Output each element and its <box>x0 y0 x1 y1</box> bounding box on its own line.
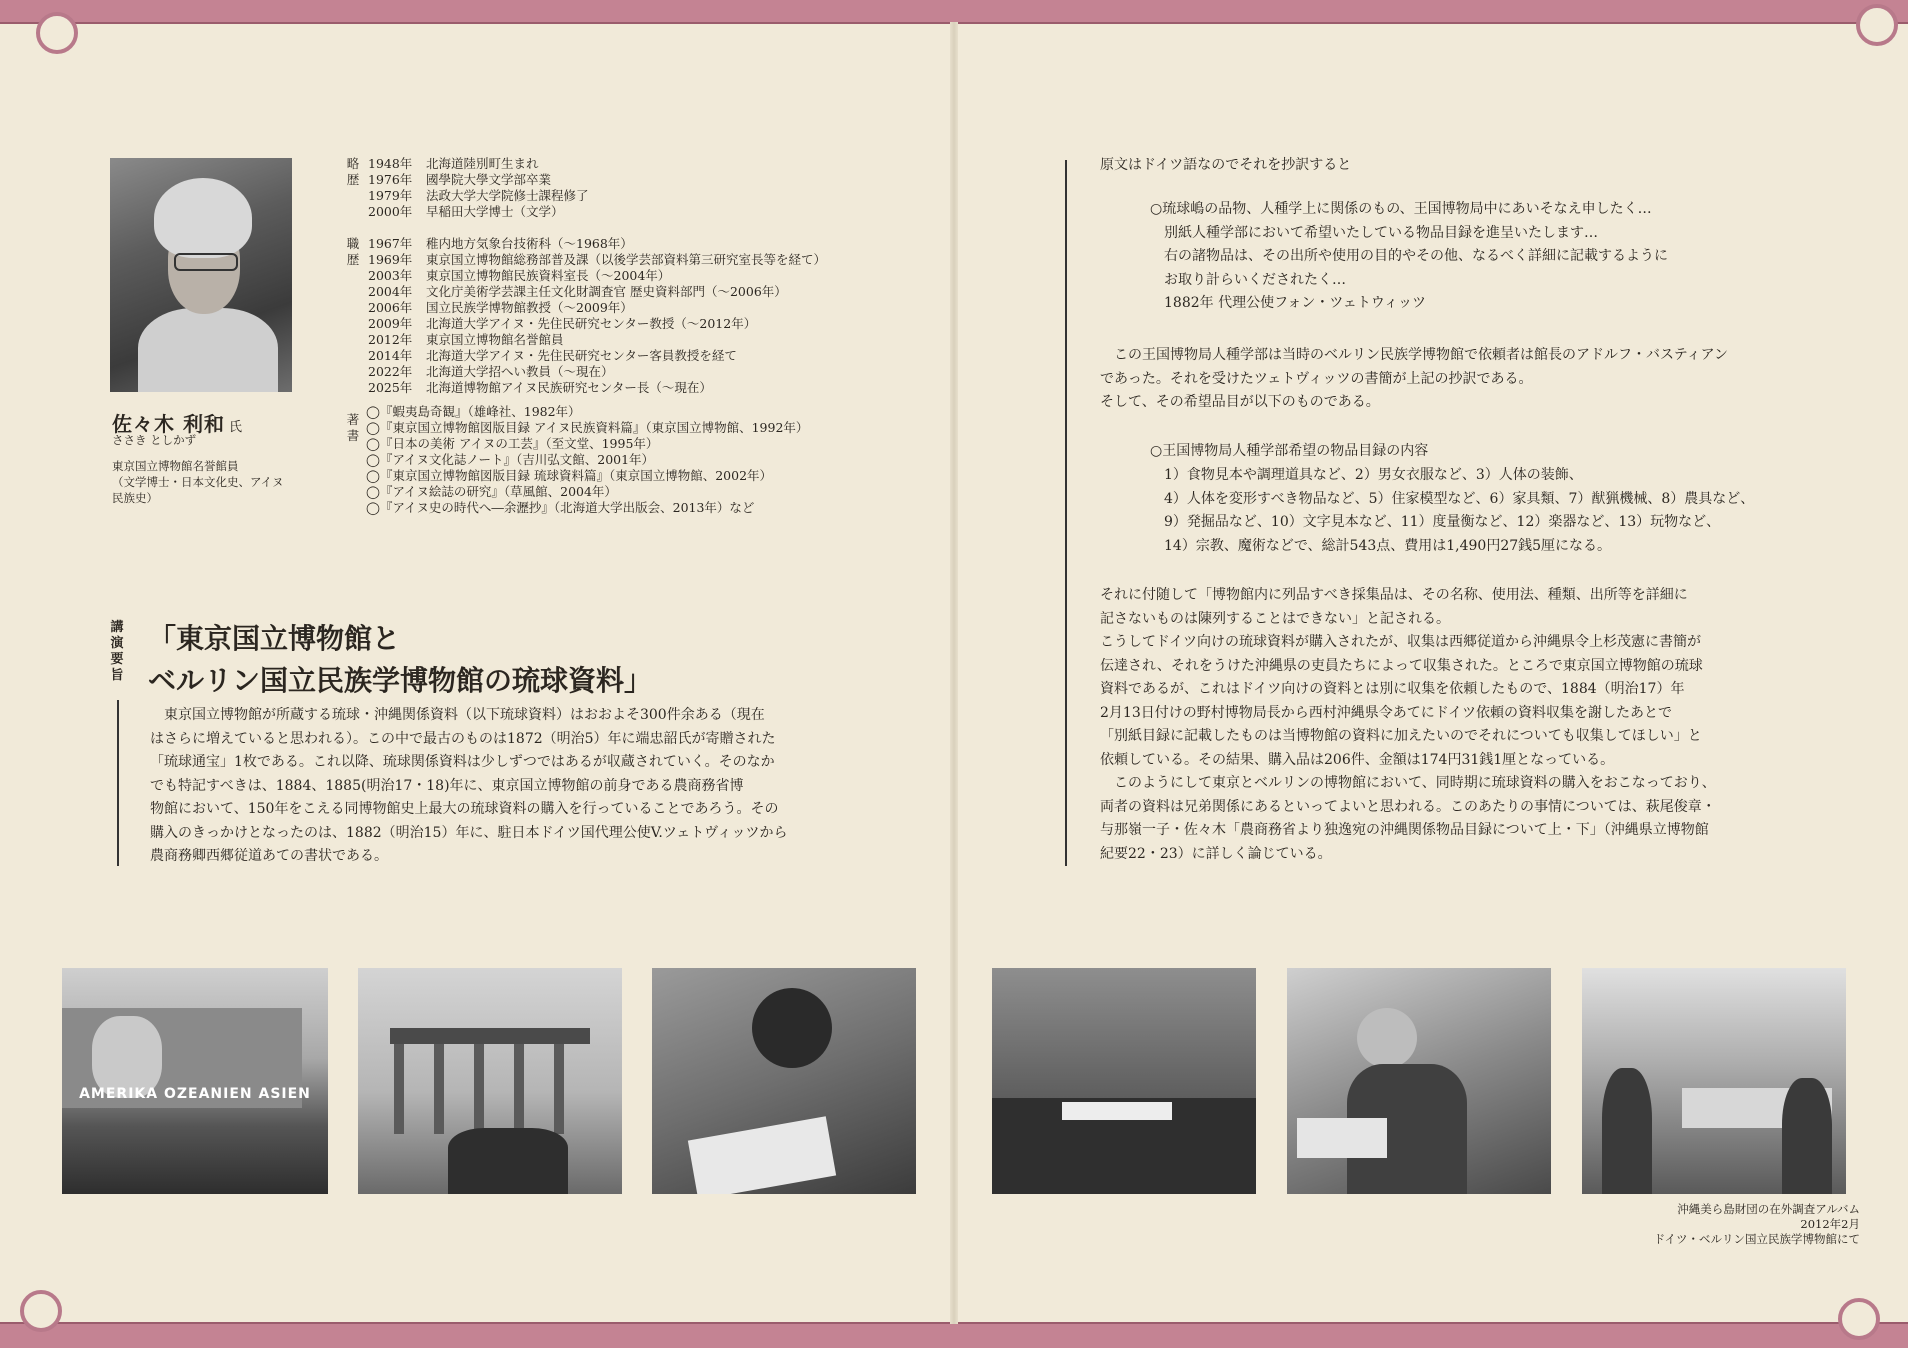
letter-line: お取り計らいくだされたく… <box>1150 271 1346 288</box>
letter-line: 別紙人種学部において希望いたしている物品目録を進呈いたします… <box>1150 224 1598 241</box>
photo-caption <box>1560 1202 1860 1247</box>
bottom-right-scroll-ornament <box>1838 1298 1880 1340</box>
cv-year: 1969年 <box>368 252 413 267</box>
cv-row <box>368 268 826 284</box>
lecture-line: 農商務卿西郷従道あての書状である。 <box>150 848 388 864</box>
book-entry: ◯『アイヌ史の時代へ―余瀝抄』（北海道大学出版会、2013年）など <box>366 500 755 515</box>
item-list <box>1150 464 1754 558</box>
list-line: 1）食物見本や調理道具など、2）男女衣服など、3）人体の装飾、 <box>1150 467 1583 483</box>
list-line: 14）宗教、魔術などで、総計543点、費用は1,490円27銭5厘になる。 <box>1150 537 1612 554</box>
caption-line: ドイツ・ベルリン国立民族学博物館にて <box>1653 1232 1860 1246</box>
bottom-left-scroll-ornament <box>20 1290 62 1332</box>
right-paragraph-1 <box>1100 344 1728 415</box>
cv-row <box>368 380 826 396</box>
paragraph-line: 記さないものは陳列することはできない」と記される。 <box>1100 610 1450 627</box>
cv-entry: 北海道大学アイヌ・先住民研究センター教授（～2012年） <box>426 316 757 331</box>
list-line: 9）発掘品など、10）文字見本など、11）度量衡など、12）楽器など、13）玩物など、 <box>1150 514 1721 530</box>
cv-year: 2006年 <box>368 300 413 315</box>
cv-entry: 北海道大学招へい教員（～現在） <box>426 364 614 379</box>
cv-row <box>368 188 589 204</box>
caption-line: 2012年2月 <box>1800 1217 1860 1231</box>
lecture-side-rule <box>117 700 119 866</box>
cv-year: 2022年 <box>368 364 413 379</box>
speaker-kana: ささき としかず <box>112 433 197 447</box>
cv-row <box>368 172 589 188</box>
bottom-border-band <box>0 1324 1908 1348</box>
photo-group-at-table <box>1582 968 1846 1194</box>
cv-year: 1979年 <box>368 188 413 203</box>
book-entry: ◯『蝦夷島奇観』（雄峰社、1982年） <box>366 404 581 419</box>
lecture-line: 東京国立博物館が所蔵する琉球・沖縄関係資料（以下琉球資料）はおおよそ300件余ある（現在 <box>150 707 765 723</box>
museum-banner-text: AMERIKA OZEANIEN ASIEN <box>79 1086 311 1102</box>
paragraph-line: 資料であるが、これはドイツ向けの資料とは別に収集を依頼したもので、1884（明治17）年 <box>1100 681 1685 697</box>
cv-year: 2003年 <box>368 268 413 283</box>
right-intro: 原文はドイツ語なのでそれを抄訳すると <box>1100 157 1352 173</box>
book-entry: ◯『東京国立博物館図版目録 琉球資料篇』（東京国立博物館、2002年） <box>366 468 773 483</box>
cv-label-career: 職歴 <box>346 236 360 267</box>
cv-education-list <box>368 156 589 220</box>
cv-entry: 北海道大学アイヌ・先住民研究センター客員教授を経て <box>426 348 737 363</box>
letter-line: 1882年 代理公使フォン・ツェトウィッツ <box>1150 295 1426 311</box>
speaker-field-line2: 民族史） <box>112 491 158 505</box>
paragraph-line: 2月13日付けの野村博物局長から西村沖縄県令あてにドイツ依頼の資料収集を謝したあとで <box>1100 704 1673 721</box>
cv-row <box>368 300 826 316</box>
cv-row <box>368 364 826 380</box>
page-gutter <box>950 22 958 1324</box>
cv-entry: 法政大学大学院修士課程修了 <box>426 188 589 203</box>
lecture-title: 「東京国立博物館と ベルリン国立民族学博物館の琉球資料」 <box>148 622 653 697</box>
cv-career-list <box>368 236 826 396</box>
book-entry: ◯『東京国立博物館図版目録 アイヌ民族資料篇』（東京国立博物館、1992年） <box>366 420 809 435</box>
paragraph-line: この王国博物局人種学部は当時のベルリン民族学博物館で依頼者は館長のアドルフ・バスティアン <box>1100 347 1729 363</box>
cv-year: 1967年 <box>368 236 413 251</box>
caption-line: 沖縄美ら島財団の在外調査アルバム <box>1677 1202 1860 1216</box>
lecture-line: 物館において、150年をこえる同博物館史上最大の琉球資料の購入を行っていることであろう。その <box>150 801 779 817</box>
photo-researchers-reviewing-documents <box>1287 968 1551 1194</box>
speaker-name: 佐々木 利和 氏 <box>112 412 243 436</box>
paragraph-line: 「別紙目録に記載したものは当博物館の資料に加えたいのでそれについても収集してほしい」と <box>1100 728 1702 744</box>
lecture-line: 購入のきっかけとなったのは、1882（明治15）年に、駐日本ドイツ国代理公使V.ツェトヴィッツから <box>150 824 788 841</box>
cv-entry: 東京国立博物館民族資料室長（～2004年） <box>426 268 671 283</box>
cv-entry: 北海道博物館アイヌ民族研究センター長（～現在） <box>426 380 712 395</box>
paragraph-line: 伝達され、それをうけた沖縄県の吏員たちによって収集された。ところで東京国立博物館の琉球 <box>1100 657 1703 674</box>
lecture-line: 「琉球通宝」1枚である。これ以降、琉球関係資料は少しずつではあるが収蔵されていく。そのなか <box>150 754 775 770</box>
cv-year: 1948年 <box>368 156 413 171</box>
photo-researcher-writing <box>652 968 916 1194</box>
right-column-rule <box>1065 160 1067 866</box>
cv-year: 2009年 <box>368 316 413 331</box>
speaker-field-line1: （文学博士・日本文化史、アイヌ <box>112 475 284 489</box>
top-border-band <box>0 0 1908 22</box>
cv-entry: 国立民族学博物館教授（～2009年） <box>426 300 633 315</box>
right-paragraph-2 <box>1100 584 1716 866</box>
cv-row <box>368 284 826 300</box>
paragraph-line: 依頼している。その結果、購入品は206件、金額は174円31銭1厘となっている。 <box>1100 751 1615 768</box>
cv-year: 2025年 <box>368 380 413 395</box>
paragraph-line: それに付随して「博物館内に列品すべき採集品は、その名称、使用法、種類、出所等を詳細に <box>1100 587 1688 603</box>
letter-line: 右の諸物品は、その出所や使用の目的やその他、なるべく詳細に記載するように <box>1150 248 1668 264</box>
book-entry: ◯『アイヌ絵誌の研究』（草風館、2004年） <box>366 484 617 499</box>
letter-translation <box>1150 198 1668 316</box>
paragraph-line: そして、その希望品目が以下のものである。 <box>1100 394 1380 410</box>
photo-brandenburg-gate <box>358 968 622 1194</box>
cv-year: 2014年 <box>368 348 413 363</box>
cv-label-books: 著書 <box>346 412 360 443</box>
paragraph-line: 両者の資料は兄弟関係にあるといってよいと思われる。このあたりの事情については、萩尾俊章・ <box>1100 798 1716 815</box>
cv-entry: 文化庁美術学芸課主任文化財調査官 歴史資料部門（～2006年） <box>426 284 787 299</box>
speaker-affiliation: 東京国立博物館名誉館員 <box>112 459 239 473</box>
cv-year: 2004年 <box>368 284 413 299</box>
list-title: ○王国博物局人種学部希望の物品目録の内容 <box>1150 443 1429 459</box>
lecture-line: はさらに増えていると思われる）。この中で最古のものは1872（明治5）年に端忠韶氏が寄贈された <box>150 730 776 747</box>
paragraph-line: こうしてドイツ向けの琉球資料が購入されたが、収集は西郷従道から沖縄県令上杉茂憲に書簡が <box>1100 634 1702 650</box>
cv-entry: 北海道陸別町生まれ <box>426 156 539 171</box>
cv-entry: 稚内地方気象台技術科（～1968年） <box>426 236 633 251</box>
top-right-scroll-ornament <box>1856 4 1898 46</box>
book-entry: ◯『日本の美術 アイヌの工芸』（至文堂、1995年） <box>366 436 659 451</box>
cv-entry: 東京国立博物館総務部普及課（以後学芸部資料第三研究室長等を経て） <box>426 252 827 267</box>
cv-entry: 東京国立博物館名誉館員 <box>426 332 564 347</box>
cv-row <box>368 348 826 364</box>
cv-row <box>368 236 826 252</box>
lecture-summary-vertical-label: 講演要旨 <box>110 620 124 683</box>
paragraph-line: 紀要22・23）に詳しく論じている。 <box>1100 845 1332 862</box>
cv-row <box>368 252 826 268</box>
cv-entry: 國學院大學文学部卒業 <box>426 172 552 187</box>
lecture-body <box>150 704 850 869</box>
cv-year: 2000年 <box>368 204 413 219</box>
cv-row <box>368 316 826 332</box>
photo-team-examining-textile <box>992 968 1256 1194</box>
cv-year: 2012年 <box>368 332 413 347</box>
lecture-line: でも特記すべきは、1884、1885(明治17・18)年に、東京国立博物館の前身である農商務省博 <box>150 777 744 794</box>
cv-books-list <box>366 404 808 516</box>
cv-entry: 早稲田大学博士（文学） <box>426 204 564 219</box>
speaker-portrait-photo <box>110 158 292 392</box>
book-entry: ◯『アイヌ文化誌ノート』（吉川弘文館、2001年） <box>366 452 655 467</box>
paragraph-line: 与那嶺一子・佐々木「農商務省より独逸宛の沖縄関係物品目録について上・下」（沖縄県立博物館 <box>1100 822 1709 838</box>
top-left-scroll-ornament <box>36 12 78 54</box>
cv-year: 1976年 <box>368 172 413 187</box>
paragraph-line: であった。それを受けたツェトヴィッツの書簡が上記の抄訳である。 <box>1100 370 1533 387</box>
cv-label-education: 略歴 <box>346 156 360 187</box>
paragraph-line: このようにして東京とベルリンの博物館において、同時期に琉球資料の購入をおこなっており、 <box>1100 775 1716 791</box>
cv-row <box>368 156 589 172</box>
cv-row <box>368 332 826 348</box>
cv-row <box>368 204 589 220</box>
list-line: 4）人体を変形すべき物品など、5）住家模型など、6）家具類、7）猷猟機械、8）農具など、 <box>1150 490 1755 507</box>
photo-museum-facade <box>62 968 328 1194</box>
letter-line: ○琉球嶋の品物、人種学上に関係のもの、王国博物局中にあいそなえ申したく… <box>1150 201 1652 217</box>
